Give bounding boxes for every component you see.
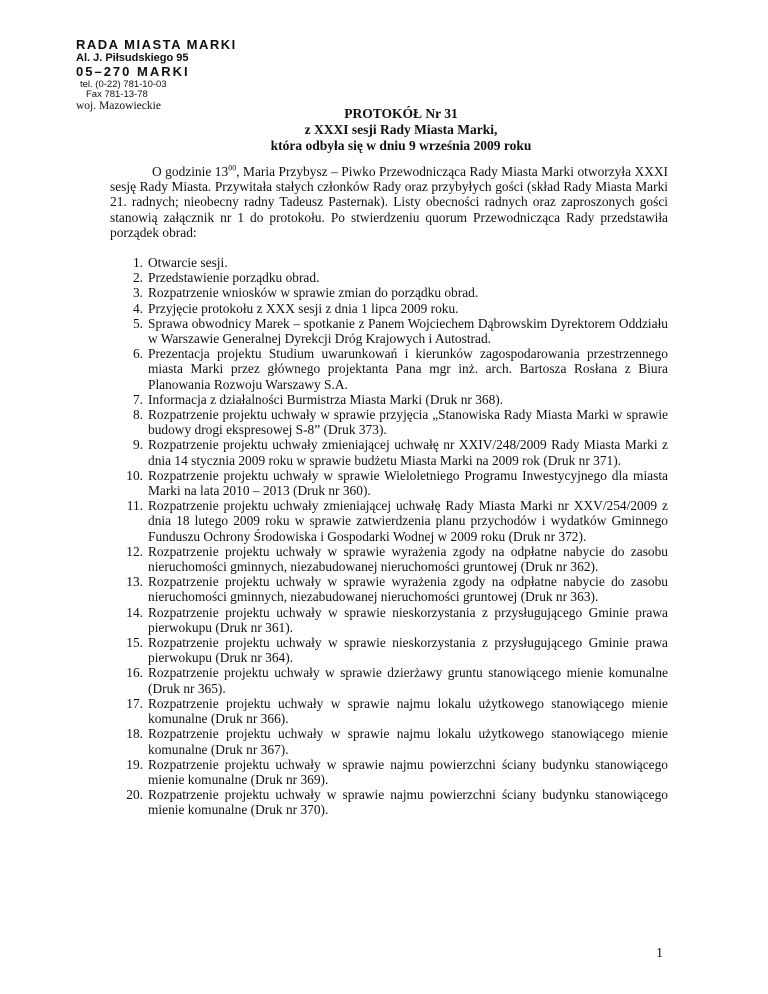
agenda-item [110,544,668,574]
agenda-item-text: Rozpatrzenie projektu uchwały w sprawie najmu powierzchni ściany budynku stanowiącego mienie komunalne (Druk nr 370). [148,787,668,818]
agenda-item-number: 9. [132,437,143,453]
agenda-item-number: 16. [126,665,143,681]
agenda-item-number: 2. [132,270,143,286]
intro-paragraph [110,164,668,240]
agenda-item-text: Rozpatrzenie projektu uchwały zmieniającej uchwałę nr XXIV/248/2009 Rady Miasta Marki z dnia 14 stycznia 2009 roku w sprawie budżetu Miasta Marki na 2009 rok (Druk nr 371). [148,437,668,468]
agenda-item-number: 11. [126,498,143,514]
agenda-item-text: Rozpatrzenie projektu uchwały w sprawie wyrażenia zgody na odpłatne nabycie do zasobu nieruchomości gminnych, niezabudowanej nieruchomości gruntowej (Druk nr 363). [148,574,668,605]
intro-time-superscript: 00 [228,163,237,173]
intro-text-rest: , Maria Przybysz – Piwko Przewodnicząca Rady Miasta Marki otworzyła XXXI sesję Rady Miasta. Przywitała stałych członków Rady oraz przybyłych gości (skład Rady Miasta Marki 21. radnych; nieobecny radny Tadeusz Pasternak). Listy obecności radnych oraz zaproszonych gości stanowią załącznik nr 1 do protokołu. Po stwierdzeniu quorum Przewodnicząca Rady przedstawiła porządek obrad: [110,164,668,240]
agenda-item-number: 10. [126,467,143,483]
intro-text-start: O godzinie 13 [152,164,229,179]
agenda-item-text: Rozpatrzenie projektu uchwały w sprawie Wieloletniego Programu Inwestycyjnego dla miasta Marki na lata 2010 – 2013 (Druk nr 360). [148,467,668,499]
agenda-item-text: Rozpatrzenie wniosków w sprawie zmian do porządku obrad. [148,285,479,301]
agenda-item-number: 8. [132,407,143,423]
agenda-item-number: 12. [126,543,143,559]
stamp-fax: Fax 781-13-78 [86,88,148,100]
agenda-item-number: 13. [126,574,143,590]
title-date: która odbyła się w dniu 9 września 2009 roku [270,138,532,153]
title-protocol-number: PROTOKÓŁ Nr 31 [344,106,458,121]
page-number: 1 [656,946,663,961]
stamp-council-name: RADA MIASTA MARKI [76,37,237,52]
agenda-item-text: Rozpatrzenie projektu uchwały w sprawie najmu powierzchni ściany budynku stanowiącego mienie komunalne (Druk nr 369). [148,756,668,787]
agenda-item [110,665,668,695]
stamp-voivodeship: woj. Mazowieckie [76,100,161,112]
agenda-item [110,498,668,544]
agenda-item-number: 5. [132,315,143,331]
agenda-item [110,574,668,604]
stamp-street: Al. J. Piłsudskiego 95 [76,52,189,64]
agenda-item [110,635,668,665]
agenda-item-number: 19. [126,756,143,772]
agenda-item-text: Rozpatrzenie projektu uchwały w sprawie najmu lokalu użytkowego stanowiącego mienie komunalne (Druk nr 366). [148,695,668,727]
agenda-item-number: 4. [132,300,143,316]
agenda-item [110,285,668,300]
agenda-item [110,407,668,437]
agenda-item-text: Rozpatrzenie projektu uchwały zmieniającej uchwałę Rady Miasta Marki nr XXV/254/2009 z dnia 18 lutego 2009 roku w sprawie zatwierdzenia planu przychodów i wydatków Gminnego Funduszu Ochrony Środowiska i Gospodarki Wodnej w 2009 roku (Druk nr 372). [148,498,668,544]
agenda-item-text: Przyjęcie protokołu z XXX sesji z dnia 1 lipca 2009 roku. [148,300,459,316]
agenda-item-number: 6. [132,346,143,362]
agenda-item-text: Prezentacja projektu Studium uwarunkowań i kierunków zagospodarowania przestrzennego miasta Marki przez głównego projektanta Pana mgr inż. arch. Bartosza Rosłana z Biura Planowania Rozwoju Warszawy S.A. [148,346,668,392]
stamp-postal-city: 05–270 MARKI [76,64,190,79]
agenda-item [110,346,668,392]
agenda-item [110,757,668,787]
agenda-item [110,787,668,817]
title-session: z XXXI sesji Rady Miasta Marki, [304,122,498,137]
agenda-item [110,255,668,270]
agenda-item [110,270,668,285]
agenda-item [110,392,668,407]
agenda-item [110,437,668,467]
agenda-item-number: 1. [132,255,143,270]
agenda-list [110,255,668,818]
agenda-item [110,468,668,498]
agenda-item-number: 18. [126,726,143,742]
agenda-item-text: Rozpatrzenie projektu uchwały w sprawie nieskorzystania z przysługującego Gminie prawa pierwokupu (Druk nr 361). [148,604,668,635]
council-address-stamp [76,38,237,113]
agenda-item-number: 20. [126,787,143,803]
agenda-item-number: 3. [132,285,143,301]
agenda-item-text: Rozpatrzenie projektu uchwały w sprawie przyjęcia „Stanowiska Rady Miasta Marki w sprawie budowy drogi ekspresowej S-8” (Druk 373). [148,407,668,438]
agenda-item-text: Rozpatrzenie projektu uchwały w sprawie wyrażenia zgody na odpłatne nabycie do zasobu nieruchomości gminnych, niezabudowanej nieruchomości gruntowej (Druk nr 362). [148,543,668,575]
document-title [0,106,768,154]
agenda-item-text: Rozpatrzenie projektu uchwały w sprawie dzierżawy gruntu stanowiącego mienie komunalne (Druk nr 365). [148,665,668,696]
agenda-item-text: Informacja z działalności Burmistrza Miasta Marki (Druk nr 368). [148,391,504,407]
agenda-item-text: Rozpatrzenie projektu uchwały w sprawie najmu lokalu użytkowego stanowiącego mienie komunalne (Druk nr 367). [148,726,668,757]
agenda-item [110,696,668,726]
agenda-item-text: Rozpatrzenie projektu uchwały w sprawie nieskorzystania z przysługującego Gminie prawa pierwokupu (Druk nr 364). [148,635,668,666]
agenda-item-text: Otwarcie sesji. [148,255,228,270]
agenda-item-number: 17. [126,695,143,711]
agenda-item-text: Sprawa obwodnicy Marek – spotkanie z Panem Wojciechem Dąbrowskim Dyrektorem Oddziału w Warszawie Generalnej Dyrekcji Dróg Krajowych i Autostrad. [148,315,668,347]
agenda-item [110,316,668,346]
agenda-item-number: 14. [126,604,143,620]
agenda-item-number: 7. [132,391,143,407]
agenda-item [110,726,668,756]
agenda-item [110,605,668,635]
agenda-item-number: 15. [126,635,143,651]
agenda-item [110,301,668,316]
stamp-phone: tel. (0-22) 781-10-03 [80,79,167,90]
agenda-item-text: Przedstawienie porządku obrad. [148,270,320,286]
